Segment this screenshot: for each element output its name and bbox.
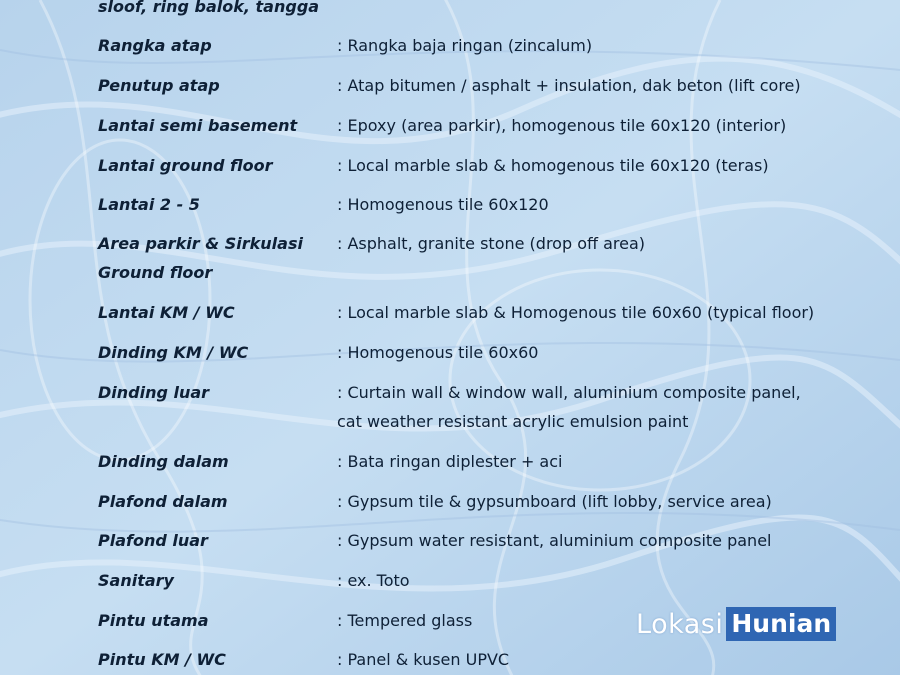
spec-label: Area parkir & Sirkulasi Ground floor <box>98 234 303 282</box>
spec-value: : Curtain wall & window wall, aluminium composite panel, cat weather resistant acrylic emulsion paint <box>337 383 801 431</box>
spec-label: Lantai KM / WC <box>98 303 235 322</box>
spec-label: Lantai ground floor <box>98 156 273 175</box>
watermark-text-lokasi: Lokasi <box>636 608 724 640</box>
spec-label: Lantai semi basement <box>98 116 298 135</box>
spec-value: : Bata ringan diplester + aci <box>337 452 563 471</box>
spec-label: Dinding luar <box>98 383 210 402</box>
spec-label: Dinding KM / WC <box>98 343 249 362</box>
spec-value: : Panel & kusen UPVC <box>337 650 510 669</box>
spec-value: : Asphalt, granite stone (drop off area) <box>337 234 646 253</box>
spec-value: : Gypsum water resistant, aluminium composite panel <box>337 531 772 550</box>
spec-value: : ex. Toto <box>337 571 410 590</box>
spec-value: : Rangka baja ringan (zincalum) <box>337 36 593 55</box>
watermark-text-hunian: Hunian <box>726 607 836 641</box>
spec-label: Sanitary <box>98 571 174 590</box>
spec-label: Plafond luar <box>98 531 208 550</box>
spec-value: : Epoxy (area parkir), homogenous tile 60x120 (interior) <box>337 116 787 135</box>
spec-value: : Local marble slab & homogenous tile 60x120 (teras) <box>337 156 769 175</box>
spec-label: Penutup atap <box>98 76 220 95</box>
spec-value: : Atap bitumen / asphalt + insulation, dak beton (lift core) <box>337 76 801 95</box>
spec-label: sloof, ring balok, tangga <box>98 0 320 16</box>
spec-label: Pintu utama <box>98 611 209 630</box>
spec-value: : Homogenous tile 60x60 <box>337 343 539 362</box>
spec-value: : Homogenous tile 60x120 <box>337 195 549 214</box>
spec-label: Rangka atap <box>98 36 212 55</box>
watermark-logo <box>636 607 836 641</box>
spec-value: : Local marble slab & Homogenous tile 60x60 (typical floor) <box>337 303 815 322</box>
spec-label: Dinding dalam <box>98 452 229 471</box>
spec-value: : Tempered glass <box>337 611 473 630</box>
spec-label: Pintu KM / WC <box>98 650 226 669</box>
spec-label: Plafond dalam <box>98 492 228 511</box>
spec-label: Lantai 2 - 5 <box>98 195 200 214</box>
spec-value: : Gypsum tile & gypsumboard (lift lobby, service area) <box>337 492 772 511</box>
